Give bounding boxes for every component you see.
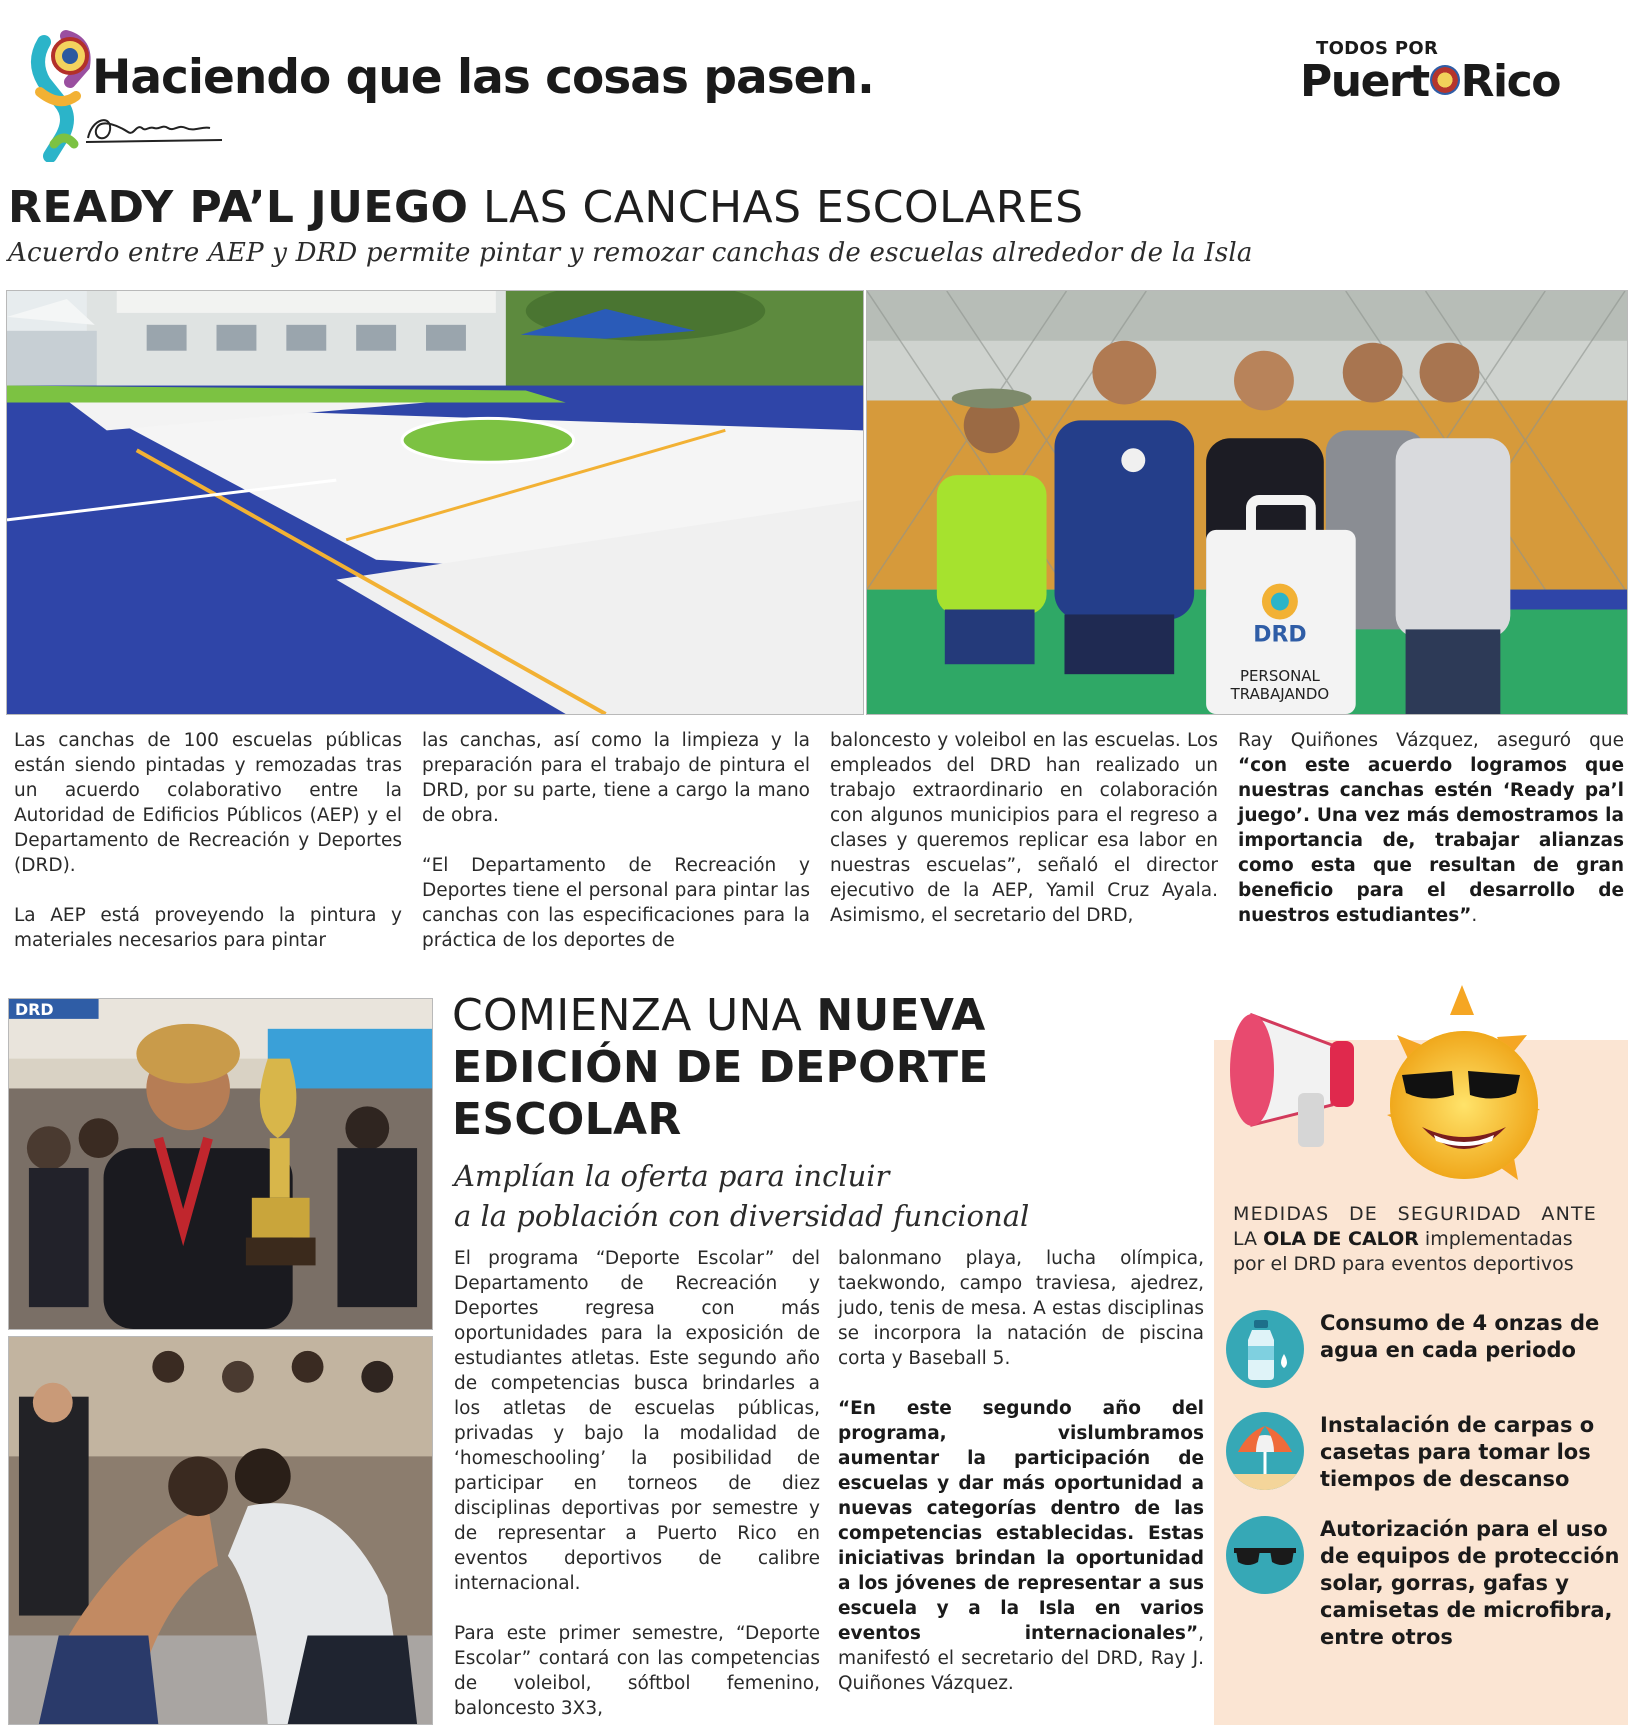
sun-megaphone-illustration (1222, 975, 1542, 1225)
photo-wrestling-match (8, 1336, 433, 1725)
sidebar-heading (1233, 1202, 1597, 1277)
article2-dek-line-1: Amplían la oferta para incluir (454, 1159, 890, 1193)
drd-sign-logo-text: DRD (1253, 622, 1307, 648)
sidebar-heading-line-3: por el DRD para eventos deportivos (1233, 1253, 1574, 1275)
article2-headline-bold: NUEVA EDICIÓN DE DEPORTE ESCOLAR (452, 990, 989, 1145)
article1-dek: Acuerdo entre AEP y DRD permite pintar y remozar canchas de escuelas alrededor de la Isla (8, 238, 1253, 268)
article2-headline-light: COMIENZA UNA (452, 990, 817, 1041)
measure-text-water: Consumo de 4 onzas de agua en cada periodo (1320, 1311, 1600, 1362)
brand-top-text: TODOS POR (1316, 38, 1439, 59)
article2-headline (452, 990, 1092, 1146)
todos-por-puerto-rico-logo (1300, 38, 1600, 105)
article1-column-2 (422, 728, 810, 953)
governor-signature (82, 108, 232, 148)
article1-column-1 (14, 728, 402, 953)
article1-col4-end: . (1471, 905, 1478, 926)
article1-col1-p2: La AEP está proveyendo la pintura y materiales necesarios para pintar (14, 905, 402, 951)
sidebar-heading-line-1: MEDIDAS DE SEGURIDAD ANTE (1233, 1203, 1597, 1225)
beach-umbrella-icon (1226, 1412, 1304, 1490)
article1-headline (8, 182, 1084, 233)
header-slogan: Haciendo que las cosas pasen. (92, 50, 874, 105)
photo-drd-team (866, 290, 1628, 715)
brand-word-2: Rico (1460, 56, 1560, 107)
article1-column-3 (830, 728, 1218, 928)
article2-col2-attribution: , manifestó el secretario del DRD, Ray J. Quiñones Vázquez. (838, 1623, 1204, 1694)
article1-column-4 (1238, 728, 1624, 928)
article1-col4-quote: “con este acuerdo logramos que nuestras canchas estén ‘Ready pa’l juego’. Una vez más demostramos la importancia de, trabajar alianzas como esta que resultan de gran beneficio para el desarrollo de nuestros estudiantes” (1238, 755, 1624, 926)
article2-dek (454, 1156, 1074, 1236)
article1-col1-p1: Las canchas de 100 escuelas públicas están siendo pintadas y remozadas tras un acuerdo colaborativo entre la Autoridad de Edificios Públicos (AEP) y el Departamento de Recreación y Deportes (DRD). (14, 730, 402, 876)
article2-col2-p1: balonmano playa, lucha olímpica, taekwondo, campo traviesa, ajedrez, judo, tenis de mesa. A estas disciplinas se incorpora la natación de piscina corta y Baseball 5. (838, 1248, 1204, 1369)
article1-col3-p1: baloncesto y voleibol en las escuelas. Los empleados del DRD han realizado un trabajo extraordinario en colaboración con algunos municipios para el regreso a clases y queremos replicar esa labor en nuestras escuelas”, señaló el director ejecutivo de la AEP, Yamil Cruz Ayala. Asimismo, el secretario del DRD, (830, 730, 1218, 926)
article1-col2-p1: las canchas, así como la limpieza y la preparación para el trabajo de pintura el DRD, por su parte, tiene a cargo la mano de obra. (422, 730, 810, 826)
article1-col4-plain: Ray Quiñones Vázquez, aseguró que (1238, 730, 1624, 751)
article2-col2-quote: “En este segundo año del programa, vislumbramos aumentar la participación de escuelas y dar más oportunidad a nuevas categorías dentro de las competencias establecidas. Estas iniciativas brindan la oportunidad a los jóvenes de representar a sus escuela y a la Isla en varios eventos internacionales” (838, 1398, 1204, 1644)
sunglasses-icon (1226, 1516, 1304, 1594)
article2-col1-p2: Para este primer semestre, “Deporte Escolar” contará con las competencias de voleibol, sóftbol femenino, baloncesto 3X3, (454, 1623, 820, 1719)
sidebar-heading-pre: LA (1233, 1228, 1264, 1250)
article2-dek-line-2: a la población con diversidad funcional (454, 1199, 1030, 1233)
article2-column-1 (454, 1246, 820, 1725)
water-bottle-icon (1226, 1310, 1304, 1388)
article2-col1-p1: El programa “Deporte Escolar” del Departamento de Recreación y Deportes regresa con más oportunidades para la exposición de estudiantes atletas. Este segundo año de competencias busca brindarles a los atletas de escuelas públicas, privadas y bajo la modalidad de ‘homeschooling’ la posibilidad de participar en torneos de diez disciplinas deportivas por semestre y de representar a Puerto Rico en eventos deportivos de calibre internacional. (454, 1248, 820, 1594)
sidebar-heading-bold: OLA DE CALOR (1263, 1228, 1419, 1250)
article1-headline-bold: READY PA’L JUEGO (8, 182, 469, 233)
article2-column-2 (838, 1246, 1204, 1721)
measure-text-protection: Autorización para el uso de equipos de protección solar, gorras, gafas y camisetas de microfibra, entre otros (1320, 1517, 1620, 1649)
article1-col2-p2: “El Departamento de Recreación y Deportes tiene el personal para pintar las canchas con las especificaciones para la práctica de los deportes de (422, 855, 810, 951)
photo-drd-banner-text: DRD (14, 999, 54, 1019)
sidebar-heading-post: implementadas (1418, 1228, 1573, 1250)
sign-personal-text: PERSONAL (1239, 667, 1320, 686)
brand-word-1: Puert (1300, 56, 1429, 107)
article1-headline-light: LAS CANCHAS ESCOLARES (468, 182, 1084, 233)
measure-text-tents: Instalación de carpas o casetas para tomar los tiempos de descanso (1320, 1413, 1595, 1491)
photo-student-trophy (8, 998, 433, 1330)
article1-body (14, 728, 1624, 951)
puerto-rico-seal-icon (1430, 65, 1460, 95)
sign-trabajando-text: TRABAJANDO (1230, 685, 1330, 704)
photo-painted-court (6, 290, 864, 715)
